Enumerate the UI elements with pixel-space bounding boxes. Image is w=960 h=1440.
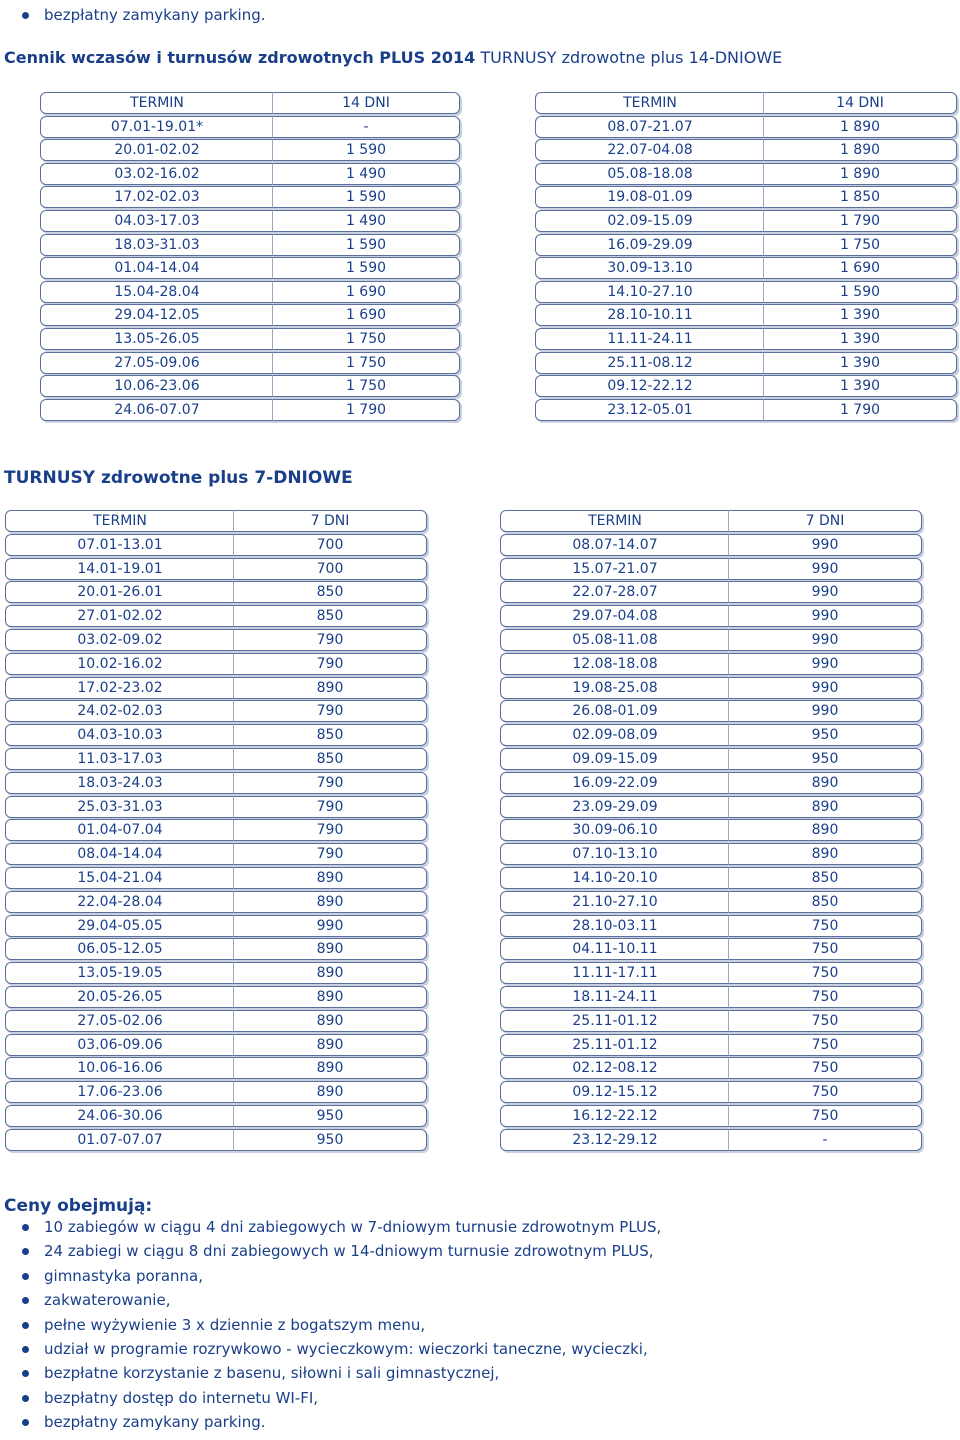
table-row <box>5 843 425 867</box>
table-row <box>500 1010 920 1034</box>
cell-price: 990 <box>728 605 922 627</box>
table-row <box>500 629 920 653</box>
table-row <box>500 534 920 558</box>
cell-termin: 16.12-22.12 <box>500 1105 729 1127</box>
cell-termin: 19.08-25.08 <box>500 677 729 699</box>
table-row <box>5 1129 425 1153</box>
cell-price: 950 <box>233 1105 427 1127</box>
cell-price: 990 <box>728 534 922 556</box>
table-row <box>500 843 920 867</box>
cell-price: 890 <box>233 867 427 889</box>
cell-termin: 04.03-17.03 <box>40 210 273 232</box>
cell-termin: 23.12-05.01 <box>535 399 764 421</box>
cell-termin: 02.12-08.12 <box>500 1057 729 1079</box>
table-row <box>535 186 955 210</box>
table-row <box>40 116 458 140</box>
cell-price: 1 750 <box>272 328 460 350</box>
cell-price: 990 <box>728 558 922 580</box>
header-termin: TERMIN <box>40 92 273 114</box>
ceny-item <box>22 1242 654 1261</box>
table-row <box>5 677 425 701</box>
table-row <box>500 891 920 915</box>
cell-price: 790 <box>233 796 427 818</box>
cell-price: 790 <box>233 843 427 865</box>
cell-termin: 30.09-13.10 <box>535 257 764 279</box>
table-row <box>500 653 920 677</box>
cell-termin: 20.01-26.01 <box>5 581 234 603</box>
table-row <box>535 139 955 163</box>
cell-termin: 25.03-31.03 <box>5 796 234 818</box>
cell-price: 890 <box>233 677 427 699</box>
cell-price: 1 890 <box>763 163 957 185</box>
header-days: 7 DNI <box>728 510 922 532</box>
cell-price: 750 <box>728 1034 922 1056</box>
table-header-row <box>535 92 955 116</box>
cell-termin: 20.05-26.05 <box>5 986 234 1008</box>
table-row <box>5 558 425 582</box>
cell-price: 850 <box>728 867 922 889</box>
cell-price: 990 <box>728 653 922 675</box>
table-row <box>500 938 920 962</box>
table-row <box>535 234 955 258</box>
ceny-item <box>22 1364 500 1383</box>
cell-price: 790 <box>233 629 427 651</box>
table-row <box>40 210 458 234</box>
cell-price: 890 <box>233 962 427 984</box>
cell-price: 750 <box>728 915 922 937</box>
cell-termin: 10.06-16.06 <box>5 1057 234 1079</box>
ceny-item-text: zakwaterowanie, <box>44 1291 171 1310</box>
table-row <box>500 677 920 701</box>
header-termin: TERMIN <box>535 92 764 114</box>
cell-price: 890 <box>233 986 427 1008</box>
cell-price: 990 <box>728 677 922 699</box>
table-row <box>500 748 920 772</box>
ceny-item-text: 10 zabiegów w ciągu 4 dni zabiegowych w 7-dniowym turnusie zdrowotnym PLUS, <box>44 1218 662 1236</box>
ceny-item <box>22 1218 662 1236</box>
cell-price: 950 <box>728 724 922 746</box>
table-row <box>5 1010 425 1034</box>
table-row <box>5 962 425 986</box>
cell-price: 1 750 <box>763 234 957 256</box>
table-row <box>40 257 458 281</box>
cell-price: 750 <box>728 1105 922 1127</box>
cell-termin: 25.11-01.12 <box>500 1034 729 1056</box>
table-row <box>5 700 425 724</box>
cell-price: 1 790 <box>272 399 460 421</box>
cell-price: 890 <box>233 1010 427 1032</box>
cell-termin: 08.04-14.04 <box>5 843 234 865</box>
cell-termin: 15.04-21.04 <box>5 867 234 889</box>
cell-termin: 24.06-07.07 <box>40 399 273 421</box>
cell-price: 1 390 <box>763 304 957 326</box>
cell-termin: 17.02-02.03 <box>40 186 273 208</box>
cell-termin: 14.01-19.01 <box>5 558 234 580</box>
table-row <box>5 748 425 772</box>
cell-termin: 18.03-24.03 <box>5 772 234 794</box>
table-row <box>535 257 955 281</box>
cell-termin: 29.04-05.05 <box>5 915 234 937</box>
ceny-item-text: bezpłatne korzystanie z basenu, siłowni i sali gimnastycznej, <box>44 1364 500 1383</box>
cell-price: 850 <box>233 605 427 627</box>
table-row <box>40 186 458 210</box>
cell-price: 1 790 <box>763 399 957 421</box>
cell-termin: 18.11-24.11 <box>500 986 729 1008</box>
cell-termin: 03.06-09.06 <box>5 1034 234 1056</box>
ceny-item <box>22 1291 171 1310</box>
cell-termin: 25.11-01.12 <box>500 1010 729 1032</box>
cell-termin: 22.07-28.07 <box>500 581 729 603</box>
cell-termin: 30.09-06.10 <box>500 819 729 841</box>
table-row <box>535 375 955 399</box>
ceny-item-text: bezpłatny dostęp do internetu WI-FI, <box>44 1388 319 1407</box>
table-row <box>500 558 920 582</box>
cell-price: 890 <box>728 772 922 794</box>
table-row <box>535 399 955 423</box>
cell-termin: 01.04-14.04 <box>40 257 273 279</box>
cell-price: 890 <box>728 843 922 865</box>
table-header-row <box>500 510 920 534</box>
cell-price: 890 <box>233 891 427 913</box>
table-row <box>40 281 458 305</box>
table-row <box>500 819 920 843</box>
cell-price: 850 <box>233 581 427 603</box>
table-row <box>500 1105 920 1129</box>
table-row <box>40 328 458 352</box>
cell-price: 850 <box>233 748 427 770</box>
table-row <box>40 304 458 328</box>
table-header-row <box>40 92 458 116</box>
cell-price: 990 <box>233 915 427 937</box>
top-bullet-text: bezpłatny zamykany parking. <box>44 6 266 24</box>
heading-14-day <box>4 48 782 67</box>
cell-termin: 01.07-07.07 <box>5 1129 234 1151</box>
cell-termin: 02.09-08.09 <box>500 724 729 746</box>
cell-price: 990 <box>728 700 922 722</box>
table-row <box>5 653 425 677</box>
table-row <box>5 1057 425 1081</box>
cell-termin: 07.10-13.10 <box>500 843 729 865</box>
table-row <box>500 605 920 629</box>
table-row <box>40 163 458 187</box>
cell-termin: 08.07-21.07 <box>535 116 764 138</box>
table-row <box>5 605 425 629</box>
cell-termin: 08.07-14.07 <box>500 534 729 556</box>
table-row <box>5 938 425 962</box>
cell-termin: 10.06-23.06 <box>40 375 273 397</box>
cell-price: 700 <box>233 558 427 580</box>
ceny-item <box>22 1388 319 1407</box>
header-termin: TERMIN <box>500 510 729 532</box>
table-row <box>40 234 458 258</box>
cell-price: - <box>728 1129 922 1151</box>
cell-termin: 04.03-10.03 <box>5 724 234 746</box>
table-row <box>535 163 955 187</box>
table-row <box>500 1034 920 1058</box>
table-row <box>500 915 920 939</box>
table-row <box>535 304 955 328</box>
cell-termin: 14.10-27.10 <box>535 281 764 303</box>
ceny-item-text: gimnastyka poranna, <box>44 1266 203 1285</box>
table-row <box>500 962 920 986</box>
cell-termin: 23.09-29.09 <box>500 796 729 818</box>
table-row <box>535 281 955 305</box>
table-row <box>500 724 920 748</box>
cell-price: 790 <box>233 700 427 722</box>
cell-price: 1 590 <box>272 234 460 256</box>
table-row <box>5 581 425 605</box>
table-row <box>5 629 425 653</box>
cell-termin: 07.01-19.01* <box>40 116 273 138</box>
cell-termin: 25.11-08.12 <box>535 352 764 374</box>
cell-termin: 09.09-15.09 <box>500 748 729 770</box>
header-days: 7 DNI <box>233 510 427 532</box>
table-row <box>5 819 425 843</box>
cell-price: 1 490 <box>272 163 460 185</box>
table-row <box>535 210 955 234</box>
cell-termin: 27.01-02.02 <box>5 605 234 627</box>
cell-termin: 06.05-12.05 <box>5 938 234 960</box>
cell-price: 1 890 <box>763 139 957 161</box>
cell-price: 1 690 <box>763 257 957 279</box>
ceny-item-text: bezpłatny zamykany parking. <box>44 1413 266 1432</box>
cell-termin: 19.08-01.09 <box>535 186 764 208</box>
table-header-row <box>5 510 425 534</box>
ceny-item-text: 24 zabiegi w ciągu 8 dni zabiegowych w 14-dniowym turnusie zdrowotnym PLUS, <box>44 1242 654 1261</box>
cell-termin: 15.04-28.04 <box>40 281 273 303</box>
cell-price: 1 390 <box>763 328 957 350</box>
cell-termin: 24.02-02.03 <box>5 700 234 722</box>
cell-termin: 04.11-10.11 <box>500 938 729 960</box>
cell-termin: 02.09-15.09 <box>535 210 764 232</box>
table-row <box>500 700 920 724</box>
table-row <box>500 1081 920 1105</box>
cell-termin: 26.08-01.09 <box>500 700 729 722</box>
cell-termin: 28.10-10.11 <box>535 304 764 326</box>
cell-price: - <box>272 116 460 138</box>
cell-termin: 13.05-26.05 <box>40 328 273 350</box>
heading-14-bold: Cennik wczasów i turnusów zdrowotnych PLUS 2014 <box>4 48 476 67</box>
cell-termin: 16.09-22.09 <box>500 772 729 794</box>
ceny-item <box>22 1340 648 1358</box>
ceny-item-text: udział w programie rozrywkowo - wycieczkowym: wieczorki taneczne, wycieczki, <box>44 1340 648 1358</box>
table-row <box>5 1034 425 1058</box>
cell-termin: 18.03-31.03 <box>40 234 273 256</box>
ceny-item <box>22 1315 426 1334</box>
cell-termin: 01.04-07.04 <box>5 819 234 841</box>
table-row <box>5 891 425 915</box>
table-row <box>500 581 920 605</box>
cell-price: 990 <box>728 581 922 603</box>
table-row <box>5 986 425 1010</box>
cell-price: 1 590 <box>272 139 460 161</box>
heading-14-light: TURNUSY zdrowotne plus 14-DNIOWE <box>475 48 783 67</box>
table-row <box>5 724 425 748</box>
ceny-title: Ceny obejmują: <box>4 1196 153 1216</box>
cell-price: 790 <box>233 819 427 841</box>
cell-termin: 29.04-12.05 <box>40 304 273 326</box>
cell-price: 1 890 <box>763 116 957 138</box>
cell-termin: 29.07-04.08 <box>500 605 729 627</box>
cell-termin: 14.10-20.10 <box>500 867 729 889</box>
cell-termin: 16.09-29.09 <box>535 234 764 256</box>
cell-termin: 15.07-21.07 <box>500 558 729 580</box>
cell-price: 1 390 <box>763 352 957 374</box>
cell-price: 890 <box>728 819 922 841</box>
cell-price: 950 <box>233 1129 427 1151</box>
cell-price: 750 <box>728 962 922 984</box>
cell-termin: 22.04-28.04 <box>5 891 234 913</box>
cell-price: 1 590 <box>272 257 460 279</box>
cell-termin: 09.12-22.12 <box>535 375 764 397</box>
cell-termin: 05.08-11.08 <box>500 629 729 651</box>
cell-price: 850 <box>233 724 427 746</box>
cell-termin: 03.02-09.02 <box>5 629 234 651</box>
cell-price: 890 <box>233 1057 427 1079</box>
table-row <box>5 796 425 820</box>
table-row <box>5 915 425 939</box>
cell-termin: 09.12-15.12 <box>500 1081 729 1103</box>
table-row <box>535 116 955 140</box>
table-row <box>500 772 920 796</box>
cell-price: 1 850 <box>763 186 957 208</box>
cell-price: 750 <box>728 938 922 960</box>
cell-price: 1 690 <box>272 304 460 326</box>
cell-price: 1 690 <box>272 281 460 303</box>
cell-termin: 21.10-27.10 <box>500 891 729 913</box>
cell-price: 750 <box>728 1010 922 1032</box>
table-row <box>40 139 458 163</box>
cell-price: 890 <box>233 1081 427 1103</box>
ceny-item <box>22 1413 266 1432</box>
cell-termin: 11.11-17.11 <box>500 962 729 984</box>
cell-price: 750 <box>728 1081 922 1103</box>
table-row <box>5 867 425 891</box>
table-row <box>535 352 955 376</box>
cell-price: 950 <box>728 748 922 770</box>
cell-termin: 17.06-23.06 <box>5 1081 234 1103</box>
cell-price: 1 590 <box>763 281 957 303</box>
cell-termin: 05.08-18.08 <box>535 163 764 185</box>
cell-price: 1 750 <box>272 375 460 397</box>
cell-price: 890 <box>233 1034 427 1056</box>
cell-termin: 03.02-16.02 <box>40 163 273 185</box>
heading-7-day: TURNUSY zdrowotne plus 7-DNIOWE <box>4 468 353 488</box>
cell-price: 990 <box>728 629 922 651</box>
cell-termin: 22.07-04.08 <box>535 139 764 161</box>
cell-termin: 10.02-16.02 <box>5 653 234 675</box>
cell-termin: 27.05-02.06 <box>5 1010 234 1032</box>
ceny-item-text: pełne wyżywienie 3 x dziennie z bogatszym menu, <box>44 1315 426 1334</box>
cell-termin: 13.05-19.05 <box>5 962 234 984</box>
header-days: 14 DNI <box>272 92 460 114</box>
table-row <box>5 1081 425 1105</box>
cell-price: 1 750 <box>272 352 460 374</box>
cell-termin: 20.01-02.02 <box>40 139 273 161</box>
cell-price: 790 <box>233 653 427 675</box>
table-row <box>40 399 458 423</box>
header-termin: TERMIN <box>5 510 234 532</box>
table-row <box>500 867 920 891</box>
cell-price: 790 <box>233 772 427 794</box>
table-row <box>535 328 955 352</box>
cell-price: 1 490 <box>272 210 460 232</box>
table-row <box>5 1105 425 1129</box>
cell-termin: 28.10-03.11 <box>500 915 729 937</box>
header-days: 14 DNI <box>763 92 957 114</box>
cell-termin: 11.03-17.03 <box>5 748 234 770</box>
table-row <box>500 1057 920 1081</box>
cell-termin: 12.08-18.08 <box>500 653 729 675</box>
cell-termin: 27.05-09.06 <box>40 352 273 374</box>
table-row <box>40 375 458 399</box>
table-row <box>500 1129 920 1153</box>
cell-termin: 24.06-30.06 <box>5 1105 234 1127</box>
cell-termin: 11.11-24.11 <box>535 328 764 350</box>
table-row <box>500 796 920 820</box>
table-row <box>5 534 425 558</box>
table-row <box>5 772 425 796</box>
cell-price: 1 790 <box>763 210 957 232</box>
cell-price: 1 590 <box>272 186 460 208</box>
table-row <box>40 352 458 376</box>
ceny-item <box>22 1266 203 1285</box>
cell-termin: 23.12-29.12 <box>500 1129 729 1151</box>
top-bullet <box>22 6 266 24</box>
cell-price: 750 <box>728 986 922 1008</box>
table-row <box>500 986 920 1010</box>
cell-price: 700 <box>233 534 427 556</box>
cell-termin: 07.01-13.01 <box>5 534 234 556</box>
cell-termin: 17.02-23.02 <box>5 677 234 699</box>
cell-price: 850 <box>728 891 922 913</box>
cell-price: 890 <box>233 938 427 960</box>
cell-price: 750 <box>728 1057 922 1079</box>
cell-price: 890 <box>728 796 922 818</box>
cell-price: 1 390 <box>763 375 957 397</box>
